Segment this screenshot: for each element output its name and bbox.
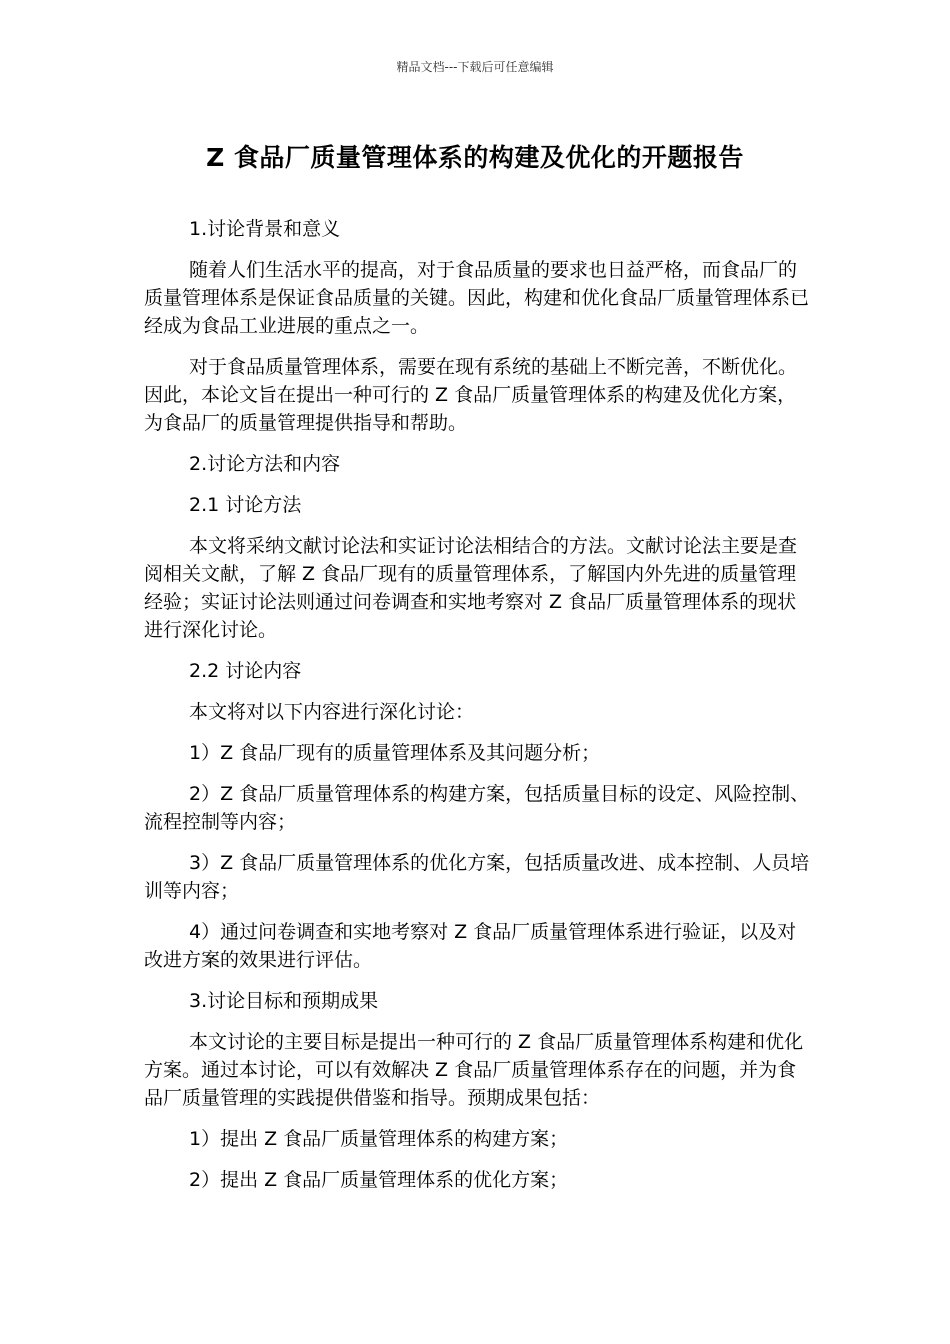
list-item: 2）Z 食品厂质量管理体系的构建方案，包括质量目标的设定、风险控制、流程控制等内容； — [144, 783, 810, 833]
subsection-heading-methods: 2.1 讨论方法 — [189, 494, 302, 516]
list-item: 1）提出 Z 食品厂质量管理体系的构建方案； — [189, 1128, 569, 1150]
section-heading-methods: 2.讨论方法和内容 — [189, 453, 341, 475]
document-title: Z 食品厂质量管理体系的构建及优化的开题报告 — [206, 143, 744, 172]
list-item: 4）通过问卷调查和实地考察对 Z 食品厂质量管理体系进行验证，以及对改进方案的效果进行评估。 — [144, 921, 797, 971]
document-body — [144, 215, 810, 1207]
subsection-heading-content: 2.2 讨论内容 — [189, 660, 302, 682]
list-item: 3）Z 食品厂质量管理体系的优化方案，包括质量改进、成本控制、人员培训等内容； — [144, 852, 810, 902]
section-heading-background: 1.讨论背景和意义 — [189, 218, 341, 240]
paragraph-background: 随着人们生活水平的提高，对于食品质量的要求也日益严格，而食品厂的质量管理体系是保证食品质量的关键。因此，构建和优化食品厂质量管理体系已经成为食品工业进展的重点之一。 — [144, 259, 810, 337]
list-item: 1）Z 食品厂现有的质量管理体系及其问题分析； — [189, 742, 601, 764]
paragraph-methods: 本文将采纳文献讨论法和实证讨论法相结合的方法。文献讨论法主要是查阅相关文献，了解 Z 食品厂现有的质量管理体系，了解国内外先进的质量管理经验；实证讨论法则通过问卷调查和实地考察对 Z 食品厂质量管理体系的现状进行深化讨论。 — [144, 535, 798, 641]
list-item: 2）提出 Z 食品厂质量管理体系的优化方案； — [189, 1169, 569, 1191]
section-heading-goals: 3.讨论目标和预期成果 — [189, 990, 379, 1012]
paragraph-content-intro: 本文将对以下内容进行深化讨论： — [189, 701, 475, 723]
page-header-note: 精品文档---下载后可任意编辑 — [396, 60, 554, 74]
paragraph-goals: 本文讨论的主要目标是提出一种可行的 Z 食品厂质量管理体系构建和优化方案。通过本讨论，可以有效解决 Z 食品厂质量管理体系存在的问题，并为食品厂质量管理的实践提供借鉴和指导。预期成果包括： — [144, 1031, 804, 1109]
paragraph-purpose: 对于食品质量管理体系，需要在现有系统的基础上不断完善，不断优化。因此，本论文旨在提出一种可行的 Z 食品厂质量管理体系的构建及优化方案，为食品厂的质量管理提供指导和帮助。 — [144, 356, 798, 434]
